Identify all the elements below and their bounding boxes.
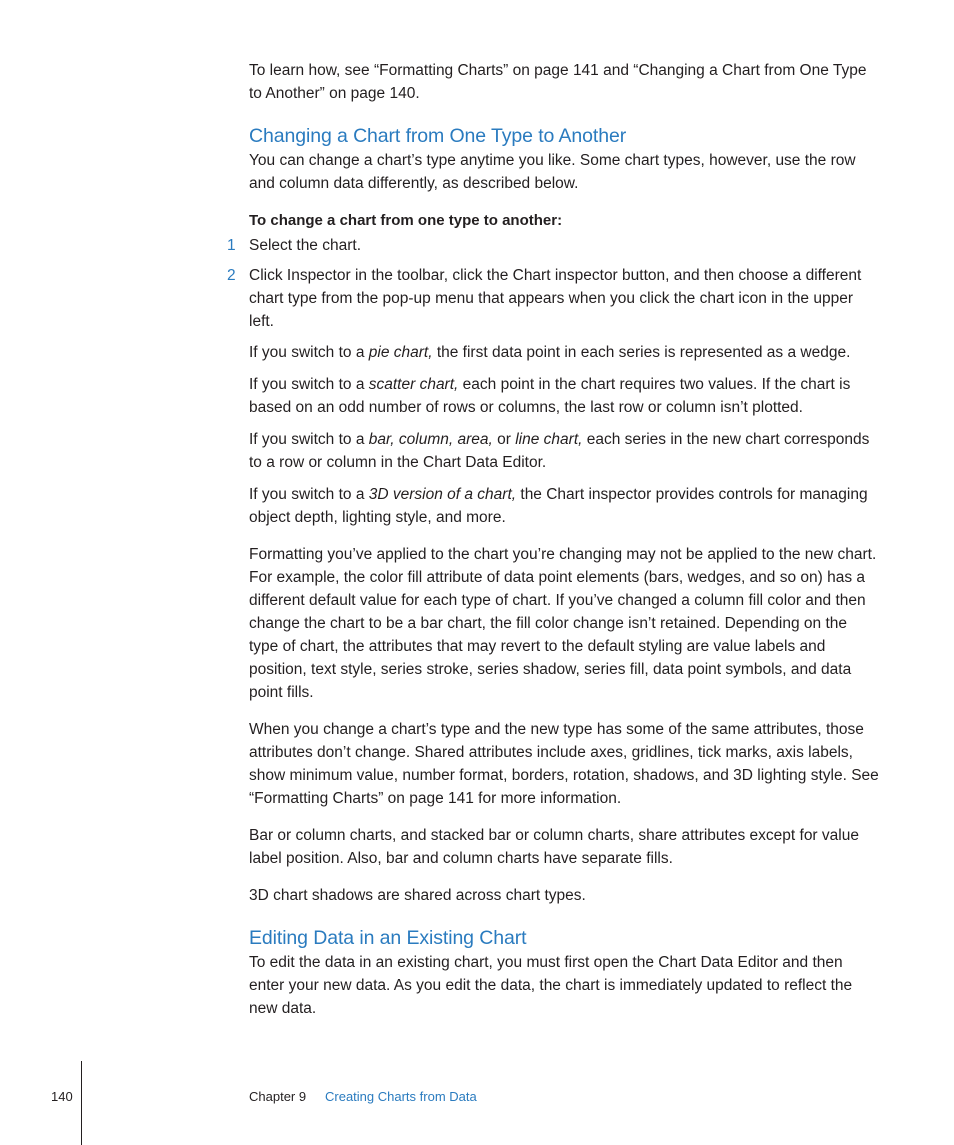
bar-column-paragraph: Bar or column charts, and stacked bar or column charts, share attributes except for value label position. Also, bar and column charts have separate fills. xyxy=(249,827,859,867)
case-3d-chart: If you switch to a 3D version of a chart, the Chart inspector provides controls for managing object depth, lighting style, and more. xyxy=(249,486,868,526)
case-bar-column-area-line: If you switch to a bar, column, area, or line chart, each series in the new chart corresponds to a row or column in the Chart Data Editor. xyxy=(249,431,870,471)
page-number: 140 xyxy=(51,1089,73,1104)
step-number: 2 xyxy=(227,267,236,284)
footer-chapter: Chapter 9 xyxy=(249,1089,307,1104)
section-intro-paragraph: You can change a chart’s type anytime you like. Some chart types, however, use the row and column data differently, as described below. xyxy=(249,152,856,192)
step-text: Click Inspector in the toolbar, click the Chart inspector button, and then choose a different chart type from the pop-up menu that appears when you click the chart icon in the upper left. xyxy=(249,267,862,330)
task-heading: To change a chart from one type to another: xyxy=(249,212,563,229)
step-number: 1 xyxy=(227,237,236,254)
section-heading-change-type: Changing a Chart from One Type to Another xyxy=(249,125,627,147)
editing-data-paragraph: To edit the data in an existing chart, you must first open the Chart Data Editor and then enter your new data. As you edit the data, the chart is immediately updated to reflect the new data. xyxy=(249,954,853,1017)
shared-attributes-paragraph: When you change a chart’s type and the new type has some of the same attributes, those attributes don’t change. Shared attributes include axes, gridlines, tick marks, axis labels, show minimum value, number format, borders, rotation, shadows, and 3D lighting style. See “Formatting Charts” on page 141 for more information. xyxy=(249,721,879,807)
section-heading-editing-data: Editing Data in an Existing Chart xyxy=(249,927,527,949)
case-pie-chart: If you switch to a pie chart, the first data point in each series is represented as a wedge. xyxy=(249,344,851,361)
step-text: Select the chart. xyxy=(249,237,362,254)
shadows-paragraph: 3D chart shadows are shared across chart types. xyxy=(249,887,586,904)
intro-paragraph: To learn how, see “Formatting Charts” on page 141 and “Changing a Chart from One Type to Another” on page 140. xyxy=(249,62,867,102)
step-2 xyxy=(227,264,879,333)
footer-divider xyxy=(81,1061,82,1145)
case-scatter-chart: If you switch to a scatter chart, each point in the chart requires two values. If the chart is based on an odd number of rows or columns, the last row or column isn’t plotted. xyxy=(249,376,851,416)
footer-chapter-title: Creating Charts from Data xyxy=(325,1089,477,1104)
formatting-paragraph: Formatting you’ve applied to the chart you’re changing may not be applied to the new chart. For example, the color fill attribute of data point elements (bars, wedges, and so on) has a different default value for each type of chart. If you’ve changed a column fill color and then change the chart to be a bar chart, the fill color change isn’t retained. Depending on the type of chart, the attributes that may revert to the default styling are value labels and position, text style, series stroke, series shadow, series fill, data point symbols, and data point fills. xyxy=(249,546,877,701)
step-1 xyxy=(227,234,879,257)
